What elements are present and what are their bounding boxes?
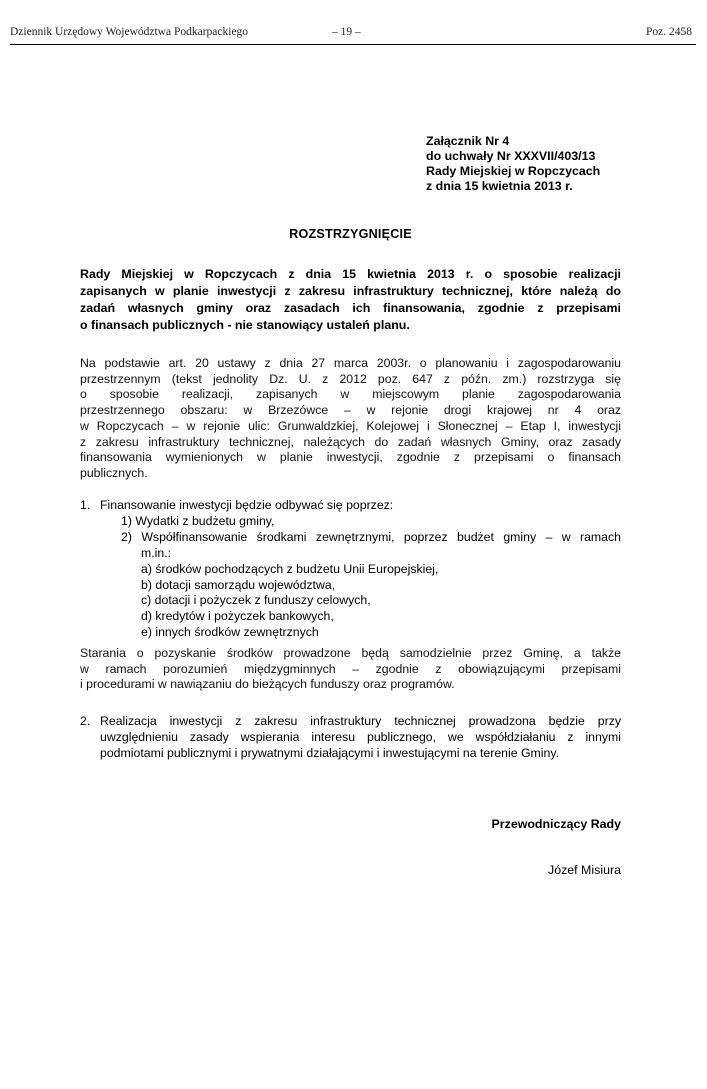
lead-line: zapisanych w planie inwestycji z zakresu infrastruktury technicznej, które należą do [80,284,621,298]
legal-basis-paragraph [80,356,621,482]
signatory-role: Przewodniczący Rady [491,817,621,831]
list-subsubitem: c) dotacji i pożyczek z funduszy celowych, [141,593,371,608]
paragraph-line: uwzględnieniu zasady wspierania interesu publicznego, we współdziałaniu z innymi [100,729,621,744]
page-number: – 19 – [332,26,361,38]
list-subsubitem: d) kredytów i pożyczek bankowych, [141,609,334,624]
list-number: 2. [80,714,91,728]
signatory-name: Józef Misiura [548,863,621,877]
list-subitem: 2) Współfinansowanie środkami zewnętrznymi, poprzez budżet gminy – w ramach [121,529,621,544]
paragraph-line: przestrzennego obszaru: w Brzezówce – w rejonie drogi krajowej nr 4 oraz [80,403,621,418]
page-header [10,26,692,44]
paragraph-line: podmiotami publicznymi i prywatnymi działającymi i inwestującymi na terenie Gminy. [100,745,560,760]
paragraph-line: Realizacja inwestycji z zakresu infrastruktury technicznej prowadzona będzie przy [100,714,621,728]
list-subsubitem: a) środków pochodzących z budżetu Unii Europejskiej, [141,561,439,576]
paragraph-line: publicznych. [80,465,148,480]
list-subitem: 1) Wydatki z budżetu gminy, [121,513,275,528]
list-number: 1. [80,498,91,512]
paragraph-line: Na podstawie art. 20 ustawy z dnia 27 marca 2003r. o planowaniu i zagospodarowaniu [80,356,621,370]
annex-line-1: Załącznik Nr 4 [426,134,510,148]
journal-title: Dziennik Urzędowy Województwa Podkarpackiego [10,26,249,38]
paragraph-line: w Ropczycach – w rejonie ulic: Grunwaldzkiej, Kolejowej i Słonecznej – Etap I, inwestycji [80,418,621,433]
lead-paragraph [80,266,621,334]
implementation-list [80,714,621,762]
list-subitem-continuation: m.in.: [141,545,172,560]
paragraph-line: z zakresu infrastruktury technicznej, należących do zadań własnych Gminy, oraz zasady [80,434,621,449]
document-title: ROZSTRZYGNIĘCIE [289,227,412,241]
list-subsubitem: e) innych środków zewnętrznych [141,625,319,640]
lead-line: Rady Miejskiej w Ropczycach z dnia 15 kwietnia 2013 r. o sposobie realizacji [80,267,621,281]
paragraph-line: w ramach porozumień międzygminnych – zgodnie z obowiązującymi przepisami [80,661,621,676]
paragraph-line: o sposobie realizacji, zapisanych w miejscowym planie zagospodarowania [80,387,621,402]
list-item-text [100,714,621,762]
lead-line: zadań własnych gminy oraz zasadach ich finansowania, zgodnie z przepisami [80,301,621,315]
paragraph-line: i procedurami w nawiązaniu do bieżących funduszy oraz programów. [80,677,455,692]
paragraph-line: Starania o pozyskanie środków prowadzone będą samodzielnie przez Gminę, a także [80,646,621,660]
paragraph-line: przestrzennym (tekst jednolity Dz. U. z 2012 poz. 647 z późn. zm.) rozstrzyga się [80,371,621,386]
header-divider [10,44,696,45]
funding-efforts-paragraph [80,646,621,693]
annex-line-2: do uchwały Nr XXXVII/403/13 [426,149,596,163]
list-intro: Finansowanie inwestycji będzie odbywać się poprzez: [100,498,394,512]
financing-list [80,498,621,641]
list-subsubitem: b) dotacji samorządu województwa, [141,577,336,592]
list-item [80,498,621,514]
lead-line: o finansach publicznych - nie stanowiący ustaleń planu. [80,318,410,332]
position-number: Poz. 2458 [646,26,692,38]
annex-line-3: Rady Miejskiej w Ropczycach [426,164,601,178]
paragraph-line: finansowania wymienionych w planie inwestycji, zgodnie z przepisami o finansach [80,450,621,465]
annex-line-4: z dnia 15 kwietnia 2013 r. [426,179,573,193]
annex-block [426,134,656,194]
